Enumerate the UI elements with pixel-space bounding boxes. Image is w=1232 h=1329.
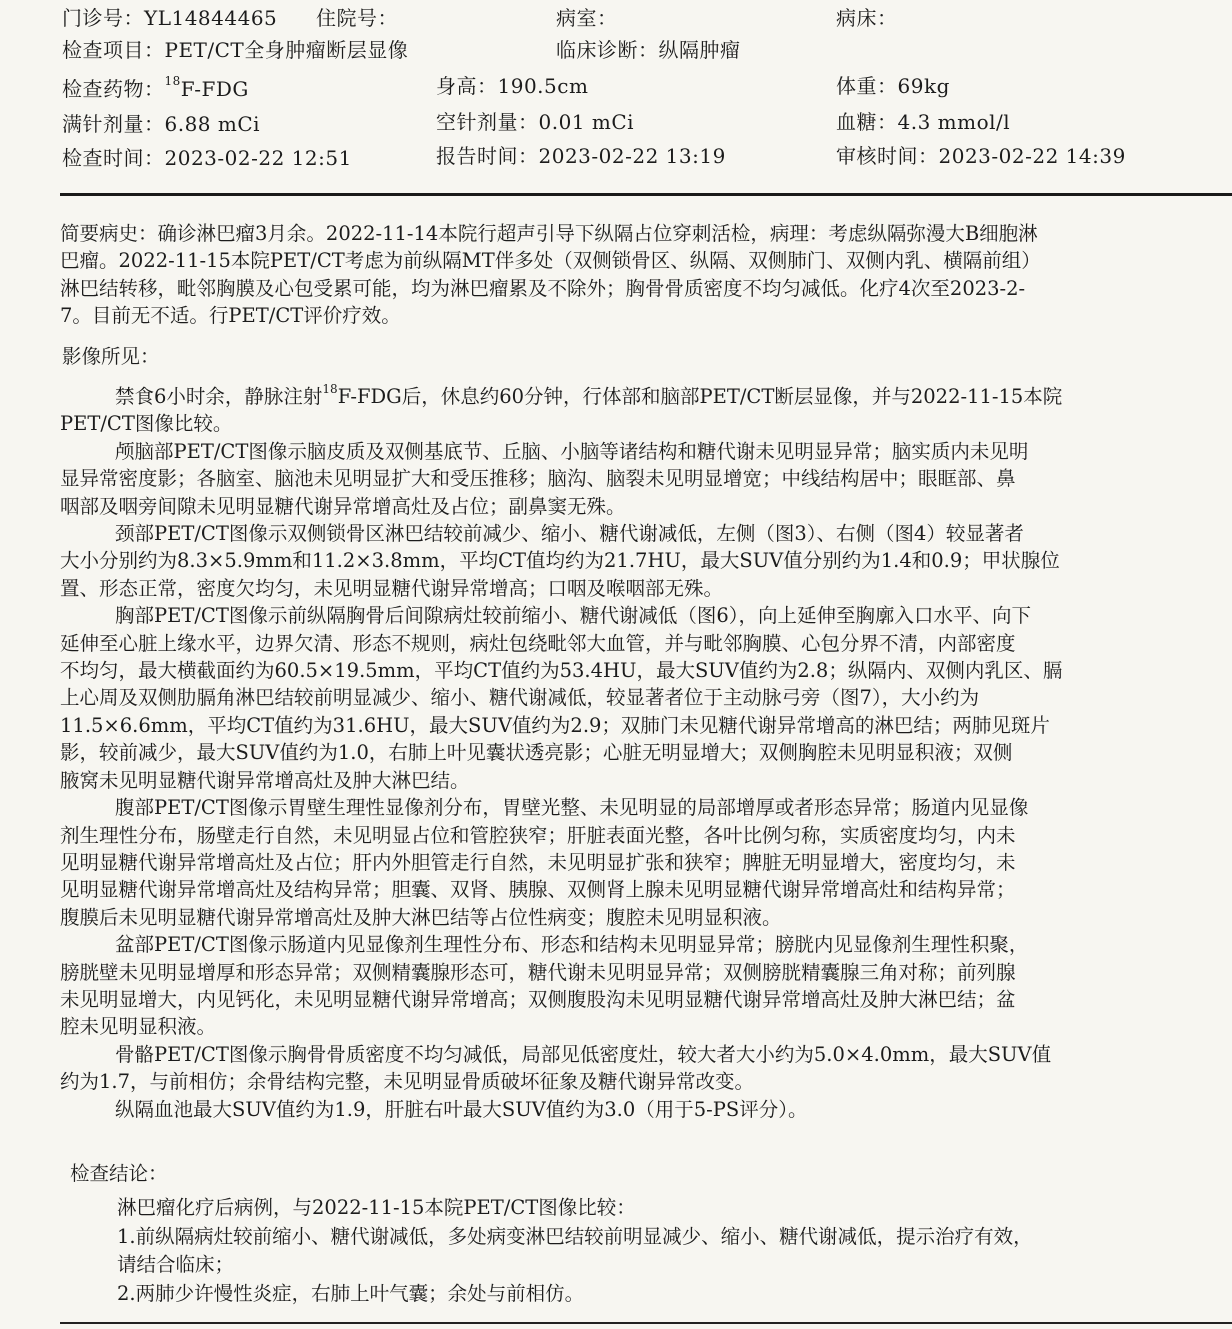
exam-drug	[62, 75, 249, 103]
pelvis-line: 未见明显增大，内见钙化，未见明显糖代谢异常增高；双侧腹股沟未见明显糖代谢异常增高灶及肿大淋巴结；盆	[60, 987, 1016, 1011]
findings-title: 影像所见：	[62, 345, 160, 368]
brain-line: 颅脑部PET/CT图像示脑皮质及双侧基底节、丘脑、小脑等诸结构和糖代谢未见明显异常；脑实质内未见明	[115, 439, 1029, 463]
abdomen-line: 见明显糖代谢异常增高灶及占位；肝内外胆管走行自然，未见明显扩张和狭窄；脾脏无明显增大，密度均匀，未	[60, 850, 1016, 874]
abdomen-line: 剂生理性分布，肠壁走行自然，未见明显占位和管腔狭窄；肝脏表面光整，各叶比例匀称，实质密度均匀，内未	[60, 823, 1016, 847]
chest-line: 11.5×6.6mm，平均CT值约为31.6HU，最大SUV值约为2.9；双肺门未见糖代谢异常增高的淋巴结；两肺见斑片	[60, 713, 1050, 737]
abdomen-line: 腹部PET/CT图像示胃壁生理性显像剂分布，胃壁光整、未见明显的局部增厚或者形态异常；肠道内见显像	[115, 796, 1029, 820]
findings-intro	[60, 383, 1232, 410]
full-dose: 满针剂量：6.88 mCi	[62, 112, 261, 136]
bone-line: 骨骼PET/CT图像示胸骨骨质密度不均匀减低，局部见低密度灶，较大者大小约为5.0×4.0mm，最大SUV值	[115, 1042, 1052, 1066]
pelvis-line: 腔未见明显积液。	[60, 1015, 217, 1039]
conclusion-body	[117, 1194, 1232, 1308]
neck-line: 颈部PET/CT图像示双侧锁骨区淋巴结较前减少、缩小、糖代谢减低，左侧（图3）、右侧（图4）较显著者	[115, 522, 1024, 546]
conclusion-line: 淋巴瘤化疗后病例，与2022-11-15本院PET/CT图像比较：	[117, 1196, 636, 1219]
findings-body	[60, 383, 1232, 1123]
blood-glucose: 血糖：4.3 mmol/l	[836, 110, 1011, 134]
inpatient-no: 住院号：	[316, 6, 398, 30]
neck-line: 大小分别约为8.3×5.9mm和11.2×3.8mm，平均CT值均约为21.7HU，最大SUV值分别约为1.4和0.9；甲状腺位	[60, 549, 1060, 573]
conclusion-line: 1.前纵隔病灶较前缩小、糖代谢减低，多处病变淋巴结较前明显减少、缩小、糖代谢减低，提示治疗有效，	[117, 1224, 1033, 1248]
conclusion-line: 请结合临床；	[117, 1253, 235, 1276]
conclusion-line: 2.两肺少许慢性炎症，右肺上叶气囊；余处与前相仿。	[117, 1281, 585, 1305]
pelvis-line: 盆部PET/CT图像示肠道内见显像剂生理性分布、形态和结构未见明显异常；膀胱内见显像剂生理性积聚，	[115, 933, 1029, 957]
blood-pool-line: 纵隔血池最大SUV值约为1.9，肝脏右叶最大SUV值约为3.0（用于5-PS评分）。	[115, 1097, 808, 1121]
bone-line: 约为1.7，与前相仿；余骨结构完整，未见明显骨质破坏征象及糖代谢异常改变。	[60, 1070, 755, 1094]
drug-isotope-superscript: 18	[164, 74, 181, 88]
outpatient-no: 门诊号：YL14844465	[62, 6, 278, 30]
brain-line: 咽部及咽旁间隙未见明显糖代谢异常增高灶及占位；副鼻窦无殊。	[60, 494, 626, 518]
bed: 病床：	[836, 6, 898, 30]
isotope-superscript: 18	[322, 382, 338, 396]
weight: 体重：69kg	[836, 74, 950, 98]
chest-line: 胸部PET/CT图像示前纵隔胸骨后间隙病灶较前缩小、糖代谢减低（图6），向上延伸至胸廓入口水平、向下	[115, 604, 1032, 628]
drug-label: 检查药物：	[62, 77, 165, 101]
drug-value: F-FDG	[180, 77, 249, 101]
chest-line: 延伸至心脏上缘水平，边界欠清、形态不规则，病灶包绕毗邻大血管，并与毗邻胸膜、心包分界不清，内部密度	[60, 631, 1016, 655]
chest-line: 不均匀，最大横截面约为60.5×19.5mm，平均CT值约为53.4HU，最大SUV值约为2.8；纵隔内、双侧内乳区、膈	[60, 659, 1063, 683]
intro-text: F-FDG后，休息约60分钟，行体部和脑部PET/CT断层显像，并与2022-11-15本院	[337, 385, 1063, 408]
clinical-diagnosis: 临床诊断：纵隔肿瘤	[556, 38, 741, 62]
empty-dose: 空针剂量：0.01 mCi	[436, 110, 635, 134]
exam-item: 检查项目：PET/CT全身肿瘤断层显像	[62, 38, 409, 62]
abdomen-line: 腹膜后未见明显糖代谢异常增高灶及肿大淋巴结等占位性病变；腹腔未见明显积液。	[60, 905, 782, 929]
findings-intro-cont: PET/CT图像比较。	[60, 412, 233, 436]
height: 身高：190.5cm	[436, 74, 589, 98]
header-divider	[60, 193, 1232, 196]
footer-divider	[60, 1322, 1232, 1324]
history-line: 淋巴结转移，毗邻胸膜及心包受累可能，均为淋巴瘤累及不除外；胸骨骨质密度不均匀减低。化疗4次至2023-2-	[60, 276, 1026, 300]
pelvis-line: 膀胱壁未见明显增厚和形态异常；双侧精囊腺形态可，糖代谢未见明显异常；双侧膀胱精囊腺三角对称；前列腺	[60, 960, 1016, 984]
chest-line: 腋窝未见明显糖代谢异常增高灶及肿大淋巴结。	[60, 768, 470, 792]
chest-line: 影，较前减少，最大SUV值约为1.0，右肺上叶见囊状透亮影；心脏无明显增大；双侧胸腔未见明显积液；双侧	[60, 741, 1013, 765]
history-line: 7。目前无不适。行PET/CT评价疗效。	[60, 304, 401, 328]
ward: 病室：	[556, 6, 618, 30]
neck-line: 置、形态正常，密度欠均匀，未见明显糖代谢异常增高；口咽及喉咽部无殊。	[60, 576, 724, 600]
history-line: 巴瘤。2022-11-15本院PET/CT考虑为前纵隔MT伴多处（双侧锁骨区、纵隔、双侧肺门、双侧内乳、横隔前组）	[60, 249, 1041, 273]
chest-line: 上心周及双侧肋膈角淋巴结较前明显减少、缩小、糖代谢减低，较显著者位于主动脉弓旁（图7），大小约为	[60, 686, 980, 710]
exam-time: 检查时间：2023-02-22 12:51	[62, 146, 352, 170]
abdomen-line: 见明显糖代谢异常增高灶及结构异常；胆囊、双肾、胰腺、双侧肾上腺未见明显糖代谢异常增高灶和结构异常；	[60, 878, 1016, 902]
brief-history	[60, 220, 1232, 330]
report-time: 报告时间：2023-02-22 13:19	[436, 144, 726, 168]
history-line: 简要病史：确诊淋巴瘤3月余。2022-11-14本院行超声引导下纵隔占位穿刺活检，病理：考虑纵隔弥漫大B细胞淋	[60, 222, 1038, 245]
intro-text: 禁食6小时余，静脉注射	[115, 385, 323, 408]
conclusion-title: 检查结论：	[70, 1162, 168, 1185]
brain-line: 显异常密度影；各脑室、脑池未见明显扩大和受压推移；脑沟、脑裂未见明显增宽；中线结构居中；眼眶部、鼻	[60, 467, 1016, 491]
review-time: 审核时间：2023-02-22 14:39	[836, 144, 1126, 168]
